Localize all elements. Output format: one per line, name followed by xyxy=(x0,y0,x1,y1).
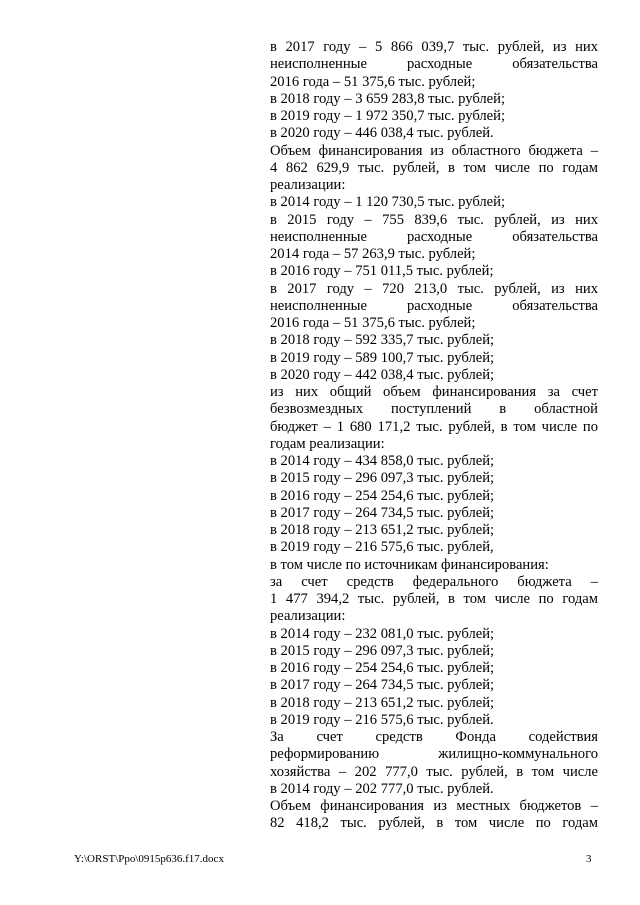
text-line: 1 477 394,2 тыс. рублей, в том числе по годам xyxy=(270,591,598,607)
text-line: в 2018 году – 213 651,2 тыс. рублей; xyxy=(270,694,495,711)
text-line: Объем финансирования из местных бюджетов – xyxy=(270,798,598,814)
text-line: 82 418,2 тыс. рублей, в том числе по годам xyxy=(270,815,598,832)
text-line: в 2017 году – 264 734,5 тыс. рублей; xyxy=(270,504,495,521)
text-line: в 2014 году – 1 120 730,5 тыс. рублей; xyxy=(270,194,506,211)
text-line: из них общий объем финансирования за счет xyxy=(270,384,598,400)
text-line: в 2019 году – 216 575,6 тыс. рублей. xyxy=(270,711,494,728)
document-body xyxy=(270,39,598,833)
text-line: в 2020 году – 446 038,4 тыс. рублей. xyxy=(270,125,494,142)
text-line: реализации: xyxy=(270,608,346,625)
text-line: в 2018 году – 592 335,7 тыс. рублей; xyxy=(270,332,495,349)
text-line: в 2015 году – 296 097,3 тыс. рублей; xyxy=(270,470,495,487)
text-line: неисполненные расходные обязательства xyxy=(270,228,598,245)
text-line: в 2019 году – 216 575,6 тыс. рублей, xyxy=(270,539,494,556)
text-line: хозяйства – 202 777,0 тыс. рублей, в том числе xyxy=(270,763,598,780)
text-line: реализации: xyxy=(270,177,346,193)
text-line: в 2017 году – 264 734,5 тыс. рублей; xyxy=(270,677,495,694)
text-line: в том числе по источникам финансирования: xyxy=(270,556,549,573)
text-line: в 2015 году – 755 839,6 тыс. рублей, из них xyxy=(270,211,598,228)
text-line: 4 862 629,9 тыс. рублей, в том числе по годам xyxy=(270,159,598,176)
text-line: в 2019 году – 1 972 350,7 тыс. рублей; xyxy=(270,108,506,124)
text-line: 2016 года – 51 375,6 тыс. рублей; xyxy=(270,73,476,90)
text-line: реформированию жилищно-коммунального xyxy=(270,746,598,763)
text-line: За счет средств Фонда содействия xyxy=(270,729,598,745)
text-line: в 2019 году – 589 100,7 тыс. рублей; xyxy=(270,349,495,366)
text-line: в 2018 году – 213 651,2 тыс. рублей; xyxy=(270,522,495,538)
text-line: 2014 года – 57 263,9 тыс. рублей; xyxy=(270,246,476,262)
text-line: 2016 года – 51 375,6 тыс. рублей; xyxy=(270,315,476,331)
text-line: в 2014 году – 202 777,0 тыс. рублей. xyxy=(270,780,494,797)
footer-file-path: Y:\ORST\Ppo\0915p636.f17.docx xyxy=(74,853,224,865)
text-line: неисполненные расходные обязательства xyxy=(270,297,598,314)
text-line: в 2016 году – 751 011,5 тыс. рублей; xyxy=(270,263,494,280)
text-line: в 2017 году – 720 213,0 тыс. рублей, из них xyxy=(270,280,598,297)
text-line: в 2014 году – 434 858,0 тыс. рублей; xyxy=(270,453,495,469)
text-line: Объем финансирования из областного бюджета – xyxy=(270,142,598,159)
text-line: в 2020 году – 442 038,4 тыс. рублей; xyxy=(270,366,495,383)
text-line: бюджет – 1 680 171,2 тыс. рублей, в том числе по xyxy=(270,418,598,435)
text-line: в 2014 году – 232 081,0 тыс. рублей; xyxy=(270,625,495,642)
text-line: годам реализации: xyxy=(270,435,385,452)
text-line: в 2016 году – 254 254,6 тыс. рублей; xyxy=(270,660,495,676)
text-line: в 2015 году – 296 097,3 тыс. рублей; xyxy=(270,642,495,659)
text-line: неисполненные расходные обязательства xyxy=(270,56,598,73)
text-line: в 2018 году – 3 659 283,8 тыс. рублей; xyxy=(270,90,506,107)
text-line: безвозмездных поступлений в областной xyxy=(270,401,598,418)
text-line: в 2017 году – 5 866 039,7 тыс. рублей, из них xyxy=(270,39,598,55)
text-line: в 2016 году – 254 254,6 тыс. рублей; xyxy=(270,487,495,504)
page-number: 3 xyxy=(586,853,592,865)
text-line: за счет средств федерального бюджета – xyxy=(270,573,598,590)
